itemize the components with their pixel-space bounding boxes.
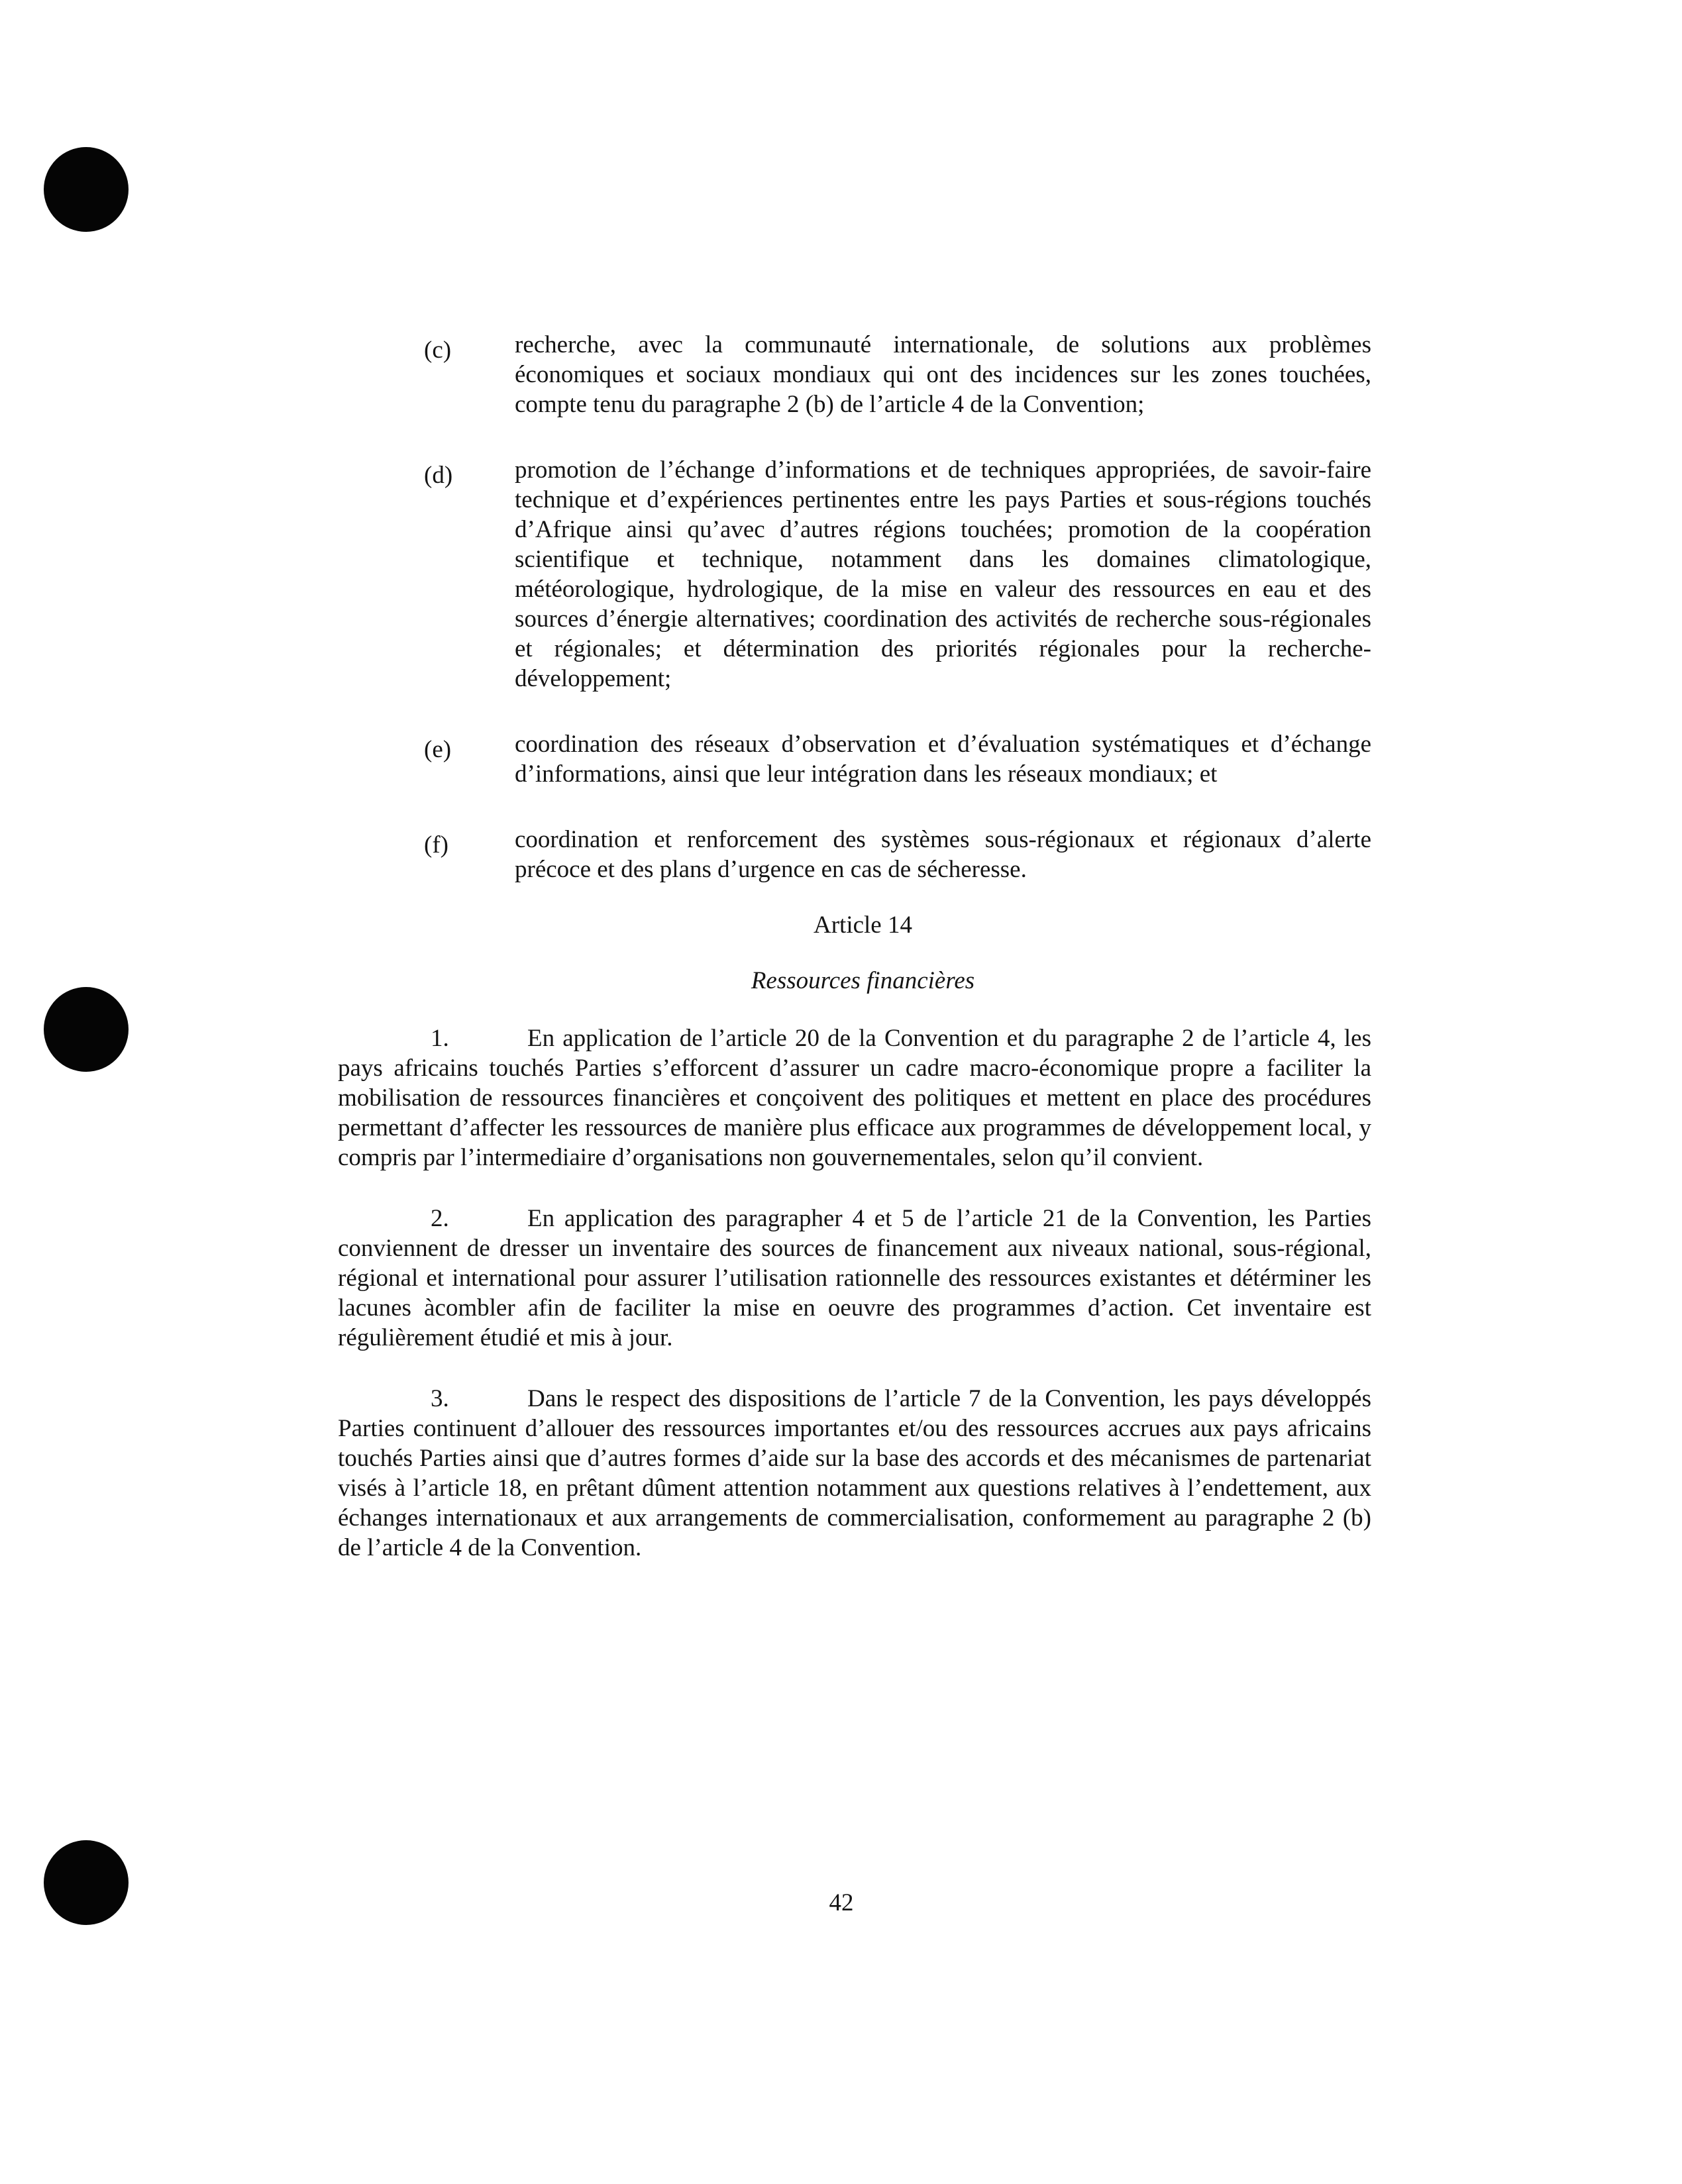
punch-hole-bottom xyxy=(44,1840,129,1925)
article-paragraphs xyxy=(338,1023,1371,1594)
list-item xyxy=(424,825,1371,884)
list-item xyxy=(424,455,1371,694)
paragraph-number: 3. xyxy=(431,1385,449,1412)
paragraph xyxy=(338,1384,1371,1563)
article-subtitle: Ressources financières xyxy=(751,967,975,994)
list-item xyxy=(424,729,1371,789)
list-item-label: (c) xyxy=(424,337,452,364)
list-item-label: (d) xyxy=(424,462,453,489)
paragraph xyxy=(338,1204,1371,1353)
list-item-label: (e) xyxy=(424,736,452,763)
paragraph-text: En application de l’article 20 de la Convention et du paragraphe 2 de l’article 4, les pays africains touchés Parties s’efforcent d’assurer un cadre macro-économique propre a faciliter la mobilisation de ressources financières et conçoivent des politiques et mettent en place des procédures permettant d’affecter les ressources de manière plus efficace aux programmes de développement local, y compris par l’intermediaire d’organisations non gouvernementales, selon qu’il convient. xyxy=(338,1025,1371,1171)
paragraph-number: 1. xyxy=(431,1025,449,1052)
list-item-text: coordination des réseaux d’observation et d’évaluation systématiques et d’échange d’informations, ainsi que leur intégration dans les réseaux mondiaux; et xyxy=(515,731,1371,788)
punch-hole-top xyxy=(44,147,129,232)
article-title: Article 14 xyxy=(814,911,912,939)
page-number: 42 xyxy=(829,1889,854,1916)
lettered-list xyxy=(424,330,1371,920)
paragraph-number: 2. xyxy=(431,1205,449,1232)
list-item xyxy=(424,330,1371,419)
paragraph-text: En application des paragrapher 4 et 5 de l’article 21 de la Convention, les Parties conviennent de dresser un inventaire des sources de financement aux niveaux national, sous-régional, régional et international pour assurer l’utilisation rationnelle des ressources existantes et détérminer les lacunes àcombler afin de faciliter la mise en oeuvre des programmes d’action. Cet inventaire est régulièrement étudié et mis à jour. xyxy=(338,1205,1371,1351)
list-item-label: (f) xyxy=(424,831,448,858)
punch-hole-middle xyxy=(44,987,129,1072)
list-item-text: promotion de l’échange d’informations et de techniques appropriées, de savoir-faire technique et d’expériences pertinentes entre les pays Parties et sous-régions touchés d’Afrique ainsi qu’avec d’autres régions touchées; promotion de la coopération scientifique et technique, notamment dans les domaines climatologique, météorologique, hydrologique, de la mise en valeur des ressources en eau et des sources d’énergie alternatives; coordination des activités de recherche sous-régionales et régionales; et détermination des priorités régionales pour la recherche-développement; xyxy=(515,456,1371,692)
list-item-text: recherche, avec la communauté internationale, de solutions aux problèmes économiques et sociaux mondiaux qui ont des incidences sur les zones touchées, compte tenu du paragraphe 2 (b) de l’article 4 de la Convention; xyxy=(515,331,1371,418)
paragraph xyxy=(338,1023,1371,1172)
paragraph-text: Dans le respect des dispositions de l’article 7 de la Convention, les pays développés Parties continuent d’allouer des ressources importantes et/ou des ressources accrues aux pays africains touchés Parties ainsi que d’autres formes d’aide sur la base des accords et des mécanismes de partenariat visés à l’article 18, en prêtant dûment attention notamment aux questions relatives à l’endettement, aux échanges internationaux et aux arrangements de commercialisation, conformement au paragraphe 2 (b) de l’article 4 de la Convention. xyxy=(338,1385,1371,1561)
list-item-text: coordination et renforcement des systèmes sous-régionaux et régionaux d’alerte précoce et des plans d’urgence en cas de sécheresse. xyxy=(515,826,1371,883)
